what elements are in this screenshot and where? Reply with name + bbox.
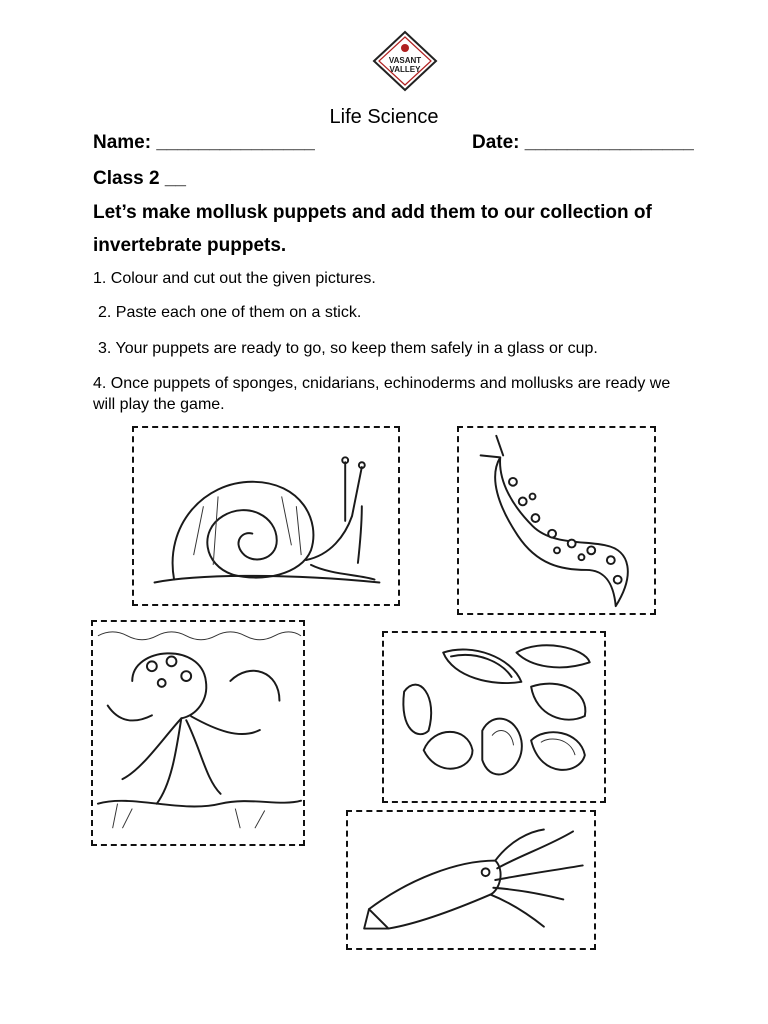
instruction-step-4: 4. Once puppets of sponges, cnidarians, echinoderms and mollusks are ready we will play the game. bbox=[93, 375, 671, 413]
shells-cutout-box bbox=[382, 631, 606, 803]
instruction-step-3: 3. Your puppets are ready to go, so keep them safely in a glass or cup. bbox=[98, 340, 598, 357]
squid-cutout-box bbox=[346, 810, 596, 950]
shells-icon bbox=[384, 633, 604, 801]
class-field: Class 2 __ bbox=[93, 168, 186, 189]
name-field: Name: _______________ bbox=[93, 132, 315, 153]
sea-slug-icon bbox=[459, 428, 654, 613]
snail-icon bbox=[134, 428, 398, 604]
date-field: Date: ________________ bbox=[472, 132, 694, 153]
page-title: Life Science bbox=[329, 106, 439, 128]
sea-slug-cutout-box bbox=[457, 426, 656, 615]
squid-icon bbox=[348, 812, 594, 948]
octopus-cutout-box bbox=[91, 620, 305, 846]
activity-heading-line-1: Let’s make mollusk puppets and add them to our collection of bbox=[93, 202, 652, 223]
svg-text:VALLEY: VALLEY bbox=[389, 65, 421, 74]
svg-text:VASANT: VASANT bbox=[388, 56, 422, 65]
school-logo bbox=[372, 30, 438, 92]
activity-heading-line-2: invertebrate puppets. bbox=[93, 235, 287, 256]
snail-cutout-box bbox=[132, 426, 400, 606]
octopus-icon bbox=[93, 622, 303, 844]
instruction-step-2: 2. Paste each one of them on a stick. bbox=[98, 304, 362, 321]
instruction-step-1: 1. Colour and cut out the given pictures. bbox=[93, 270, 376, 287]
